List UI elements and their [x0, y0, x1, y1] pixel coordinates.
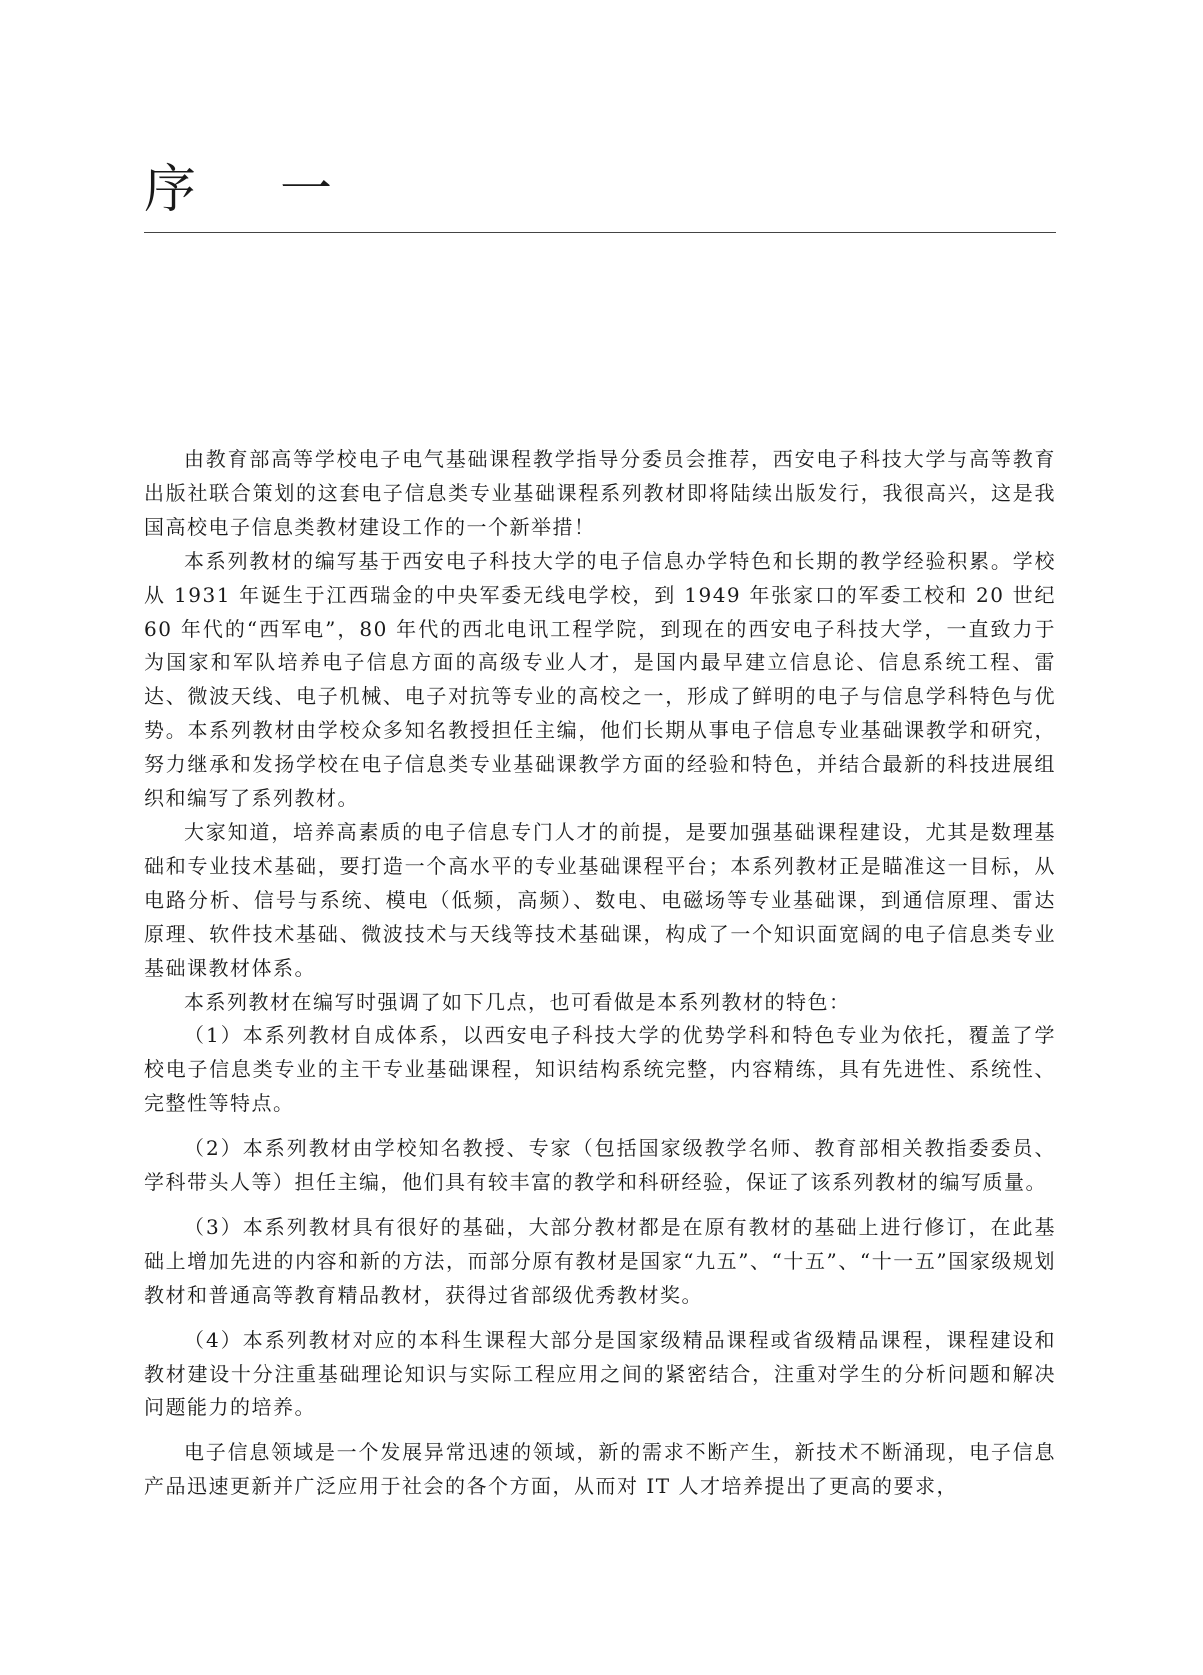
paragraph: （2）本系列教材由学校知名教授、专家（包括国家级教学名师、教育部相关教指委委员、学科带头人等）担任主编，他们具有较丰富的教学和科研经验，保证了该系列教材的编写质量。: [144, 1136, 1056, 1195]
title-char-1: 序: [144, 160, 197, 220]
paragraph: 大家知道，培养高素质的电子信息专门人才的前提，是要加强基础课程建设，尤其是数理基础和专业技术基础，要打造一个高水平的专业基础课程平台；本系列教材正是瞄准这一目标，从电路分析、信号与系统、模电（低频，高频）、数电、电磁场等专业基础课，到通信原理、雷达原理、软件技术基础、微波技术与天线等技术基础课，构成了一个知识面宽阔的电子信息类专业基础课教材体系。: [144, 819, 1056, 980]
body-text: [144, 443, 1056, 1504]
paragraph: 本系列教材的编写基于西安电子科技大学的电子信息办学特色和长期的教学经验积累。学校从 1931 年诞生于江西瑞金的中央军委无线电学校，到 1949 年张家口的军委工校和 20 世纪 60 年代的“西军电”，80 年代的西北电讯工程学院，到现在的西安电子科技大学，一直致力于为国家和军队培养电子信息方面的高级专业人才，是国内最早建立信息论、信息系统工程、雷达、微波天线、电子机械、电子对抗等专业的高校之一，形成了鲜明的电子与信息学科特色与优势。本系列教材由学校众多知名教授担任主编，他们长期从事电子信息专业基础课教学和研究，努力继承和发扬学校在电子信息类专业基础课教学方面的经验和特色，并结合最新的科技进展组织和编写了系列教材。: [144, 548, 1056, 811]
paragraph: 由教育部高等学校电子电气基础课程教学指导分委员会推荐，西安电子科技大学与高等教育出版社联合策划的这套电子信息类专业基础课程系列教材即将陆续出版发行，我很高兴，这是我国高校电子信息类教材建设工作的一个新举措！: [144, 447, 1056, 539]
paragraph: 本系列教材在编写时强调了如下几点，也可看做是本系列教材的特色：: [184, 989, 851, 1014]
title-char-2: 一: [280, 160, 333, 220]
page-title: [144, 158, 332, 222]
paragraph: 电子信息领域是一个发展异常迅速的领域，新的需求不断产生，新技术不断涌现，电子信息产品迅速更新并广泛应用于社会的各个方面，从而对 IT 人才培养提出了更高的要求，: [144, 1440, 1056, 1499]
paragraph: （4）本系列教材对应的本科生课程大部分是国家级精品课程或省级精品课程，课程建设和教材建设十分注重基础理论知识与实际工程应用之间的紧密结合，注重对学生的分析问题和解决问题能力的培养。: [144, 1327, 1056, 1420]
title-underline: [144, 232, 1056, 233]
paragraph: （1）本系列教材自成体系，以西安电子科技大学的优势学科和特色专业为依托，覆盖了学校电子信息类专业的主干专业基础课程，知识结构系统完整，内容精练，具有先进性、系统性、完整性等特点。: [144, 1023, 1056, 1116]
paragraph: （3）本系列教材具有很好的基础，大部分教材都是在原有教材的基础上进行修订，在此基础上增加先进的内容和新的方法，而部分原有教材是国家“九五”、“十五”、“十一五”国家级规划教材和普通高等教育精品教材，获得过省部级优秀教材奖。: [144, 1214, 1056, 1307]
